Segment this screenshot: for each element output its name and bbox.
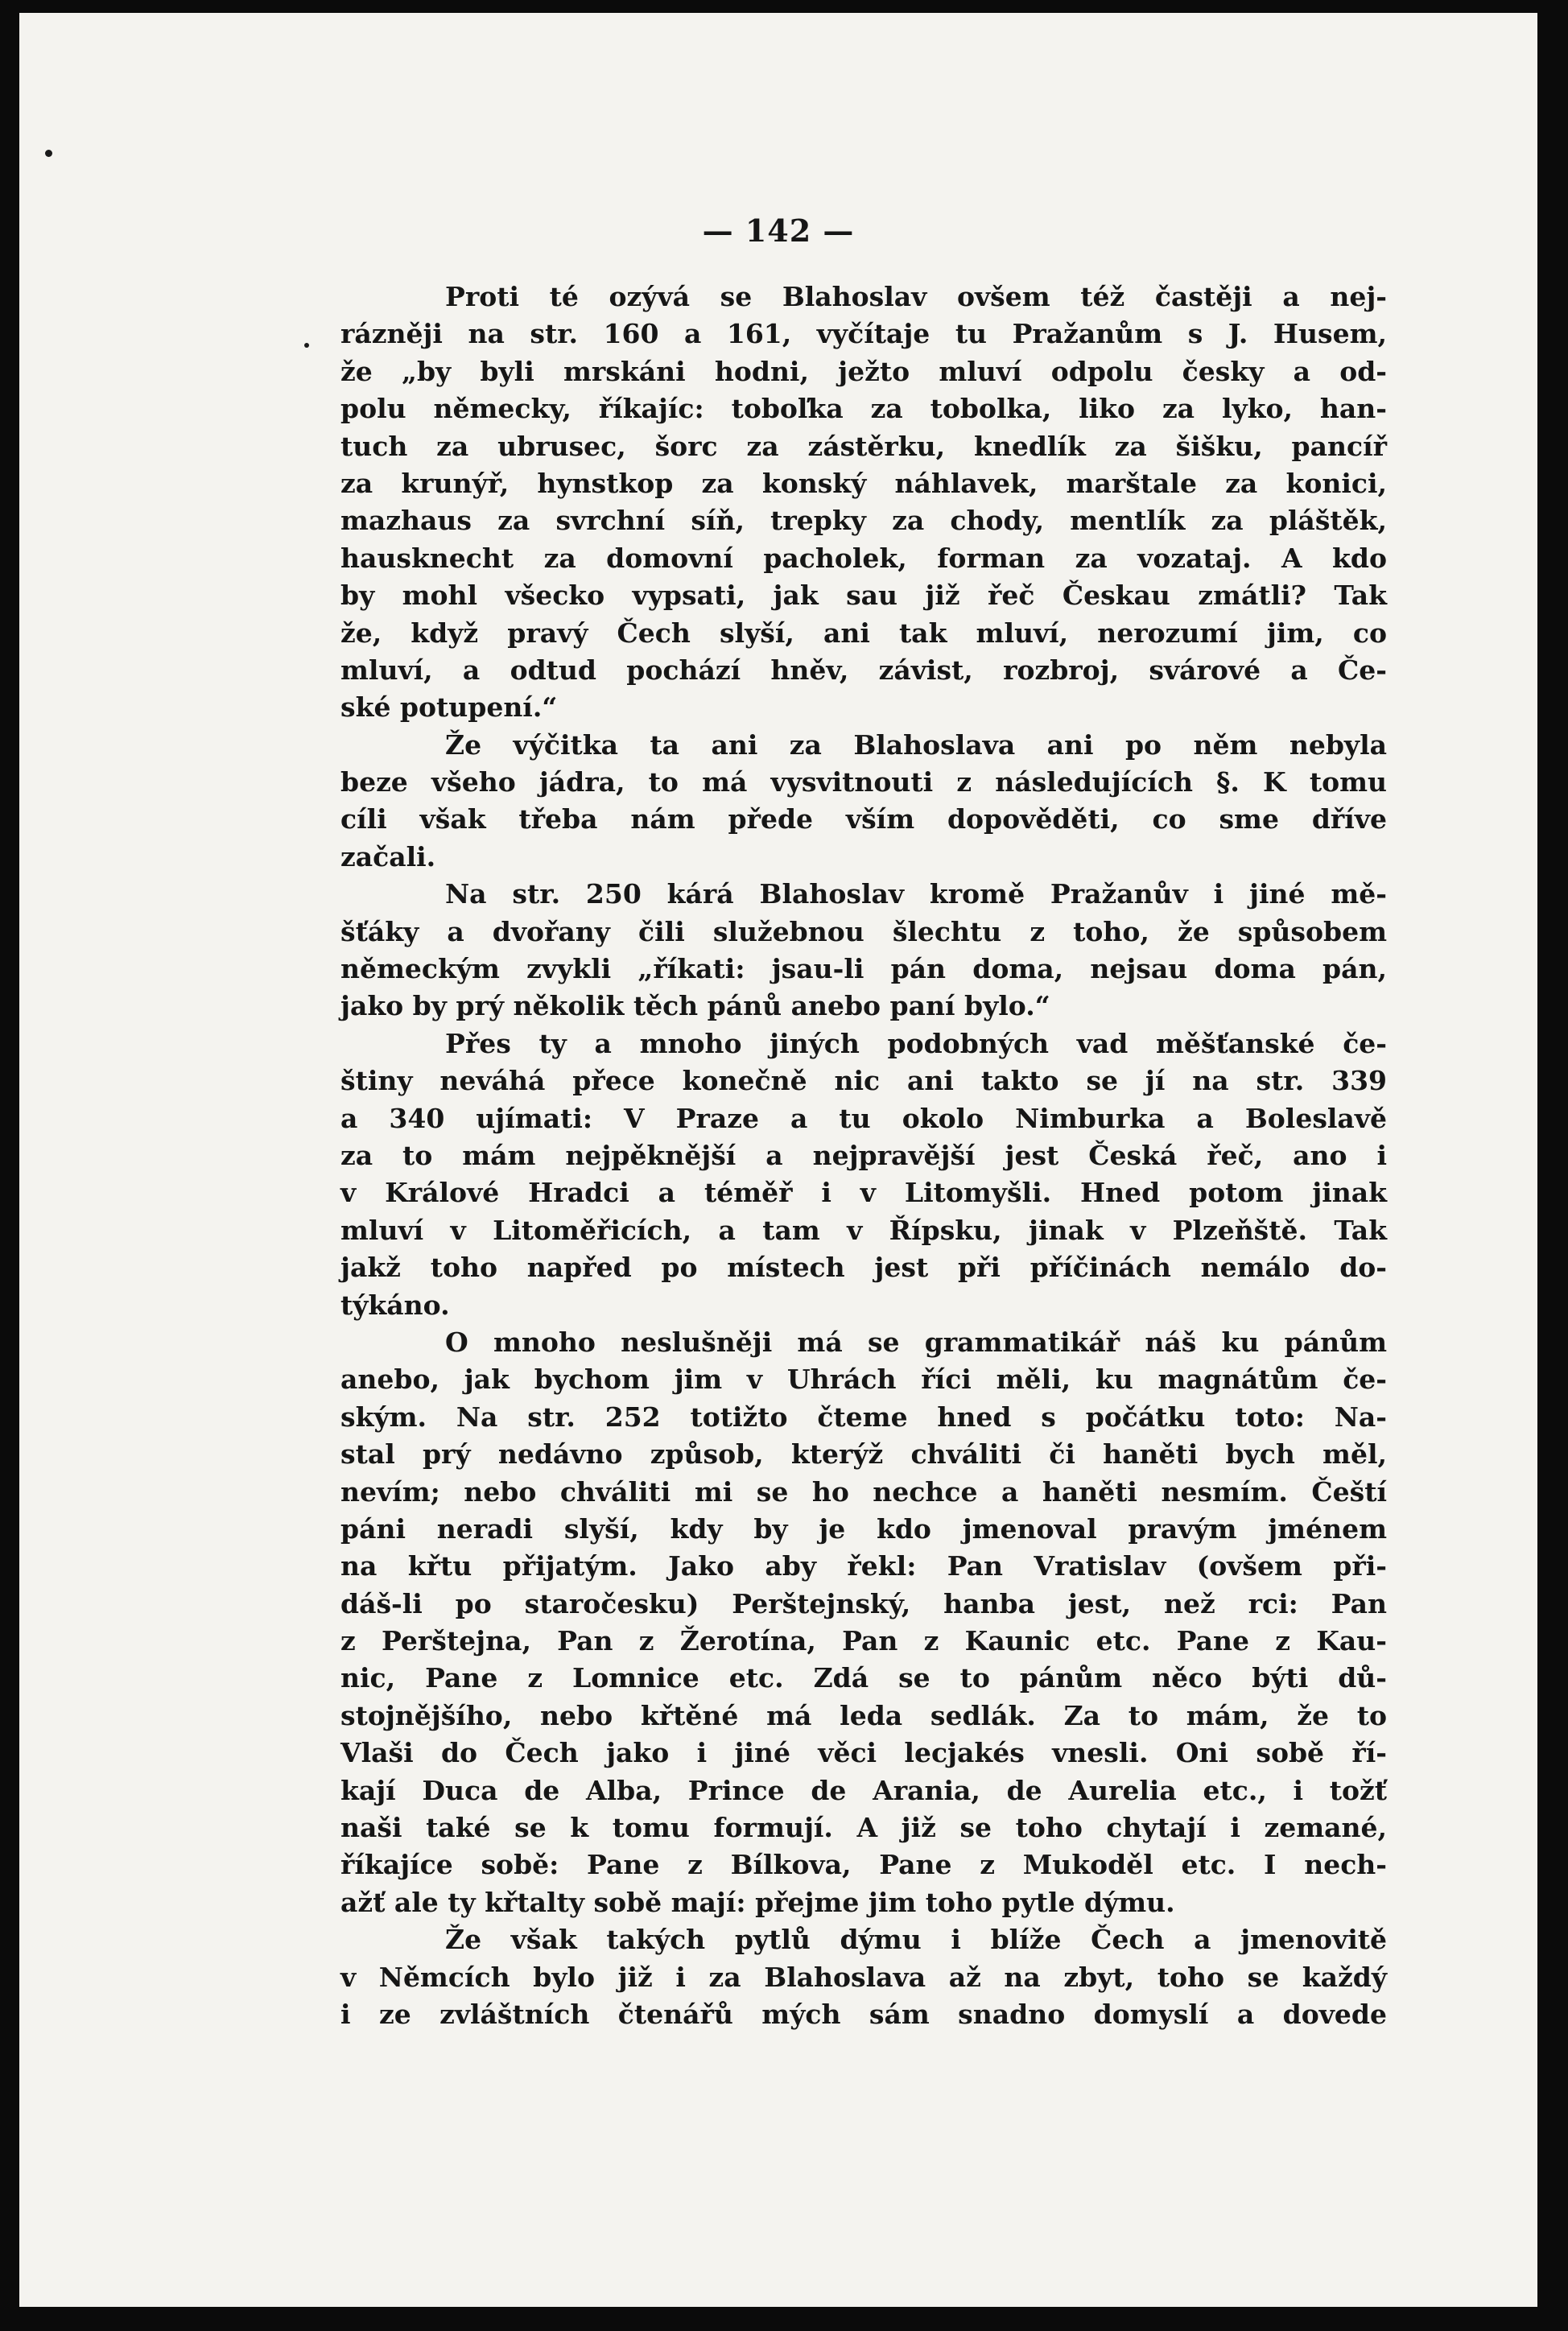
text-line: za krunýř, hynstkop za konský náhlavek, marštale za konici, bbox=[340, 467, 1387, 499]
text-line: jakž toho napřed po místech jest při příčinách nemálo do- bbox=[340, 1252, 1387, 1284]
text-line: Že výčitka ta ani za Blahoslava ani po něm nebyla bbox=[445, 728, 1387, 761]
text-line: za to mám nejpěknější a nejpravější jest Česká řeč, ano i bbox=[340, 1139, 1387, 1171]
text-line: polu německy, říkajíc: toboľka za tobolka, liko za lyko, han- bbox=[340, 393, 1387, 425]
text-line: Vlaši do Čech jako i jiné věci lecjakés vnesli. Oni sobě ří- bbox=[340, 1737, 1387, 1769]
text-line: by mohl všecko vypsati, jak sau již řeč Českau zmátli? Tak bbox=[340, 580, 1387, 612]
text-line: v Králové Hradci a téměř i v Litomyšli. Hned potom jinak bbox=[340, 1177, 1387, 1209]
text-line: rázněji na str. 160 a 161, vyčítaje tu Pražanům s J. Husem, bbox=[340, 318, 1387, 350]
text-line: beze všeho jádra, to má vysvitnouti z následujících §. K tomu bbox=[340, 766, 1387, 798]
text-line: říkajíce sobě: Pane z Bílkova, Pane z Mukoděl etc. I nech- bbox=[340, 1849, 1387, 1881]
text-line: německým zvykli „říkati: jsau-li pán doma, nejsau doma pán, bbox=[340, 953, 1387, 985]
text-line: a 340 ujímati: V Praze a tu okolo Nimburka a Boleslavě bbox=[340, 1102, 1387, 1134]
text-line: z Perštejna, Pan z Žerotína, Pan z Kaunic etc. Pane z Kau- bbox=[340, 1625, 1387, 1657]
text-line: Že však takých pytlů dýmu i blíže Čech a jmenovitě bbox=[445, 1924, 1387, 1956]
text-line: začali. bbox=[340, 840, 436, 873]
page-number: — 142 — bbox=[702, 212, 855, 249]
text-line: mluví, a odtud pochází hněv, závist, rozbroj, svárové a Če- bbox=[340, 654, 1387, 686]
text-line: anebo, jak bychom jim v Uhrách říci měli, ku magnátům če- bbox=[340, 1364, 1387, 1396]
text-line: štiny neváhá přece konečně nic ani takto se jí na str. 339 bbox=[340, 1065, 1387, 1097]
text-line: naši také se k tomu formují. A již se toho chytají i zemané, bbox=[340, 1812, 1387, 1844]
text-line: týkáno. bbox=[340, 1289, 450, 1321]
text-line: tuch za ubrusec, šorc za zástěrku, knedlík za šišku, pancíř bbox=[340, 430, 1387, 462]
text-line: že, když pravý Čech slyší, ani tak mluví, nerozumí jim, co bbox=[340, 617, 1387, 649]
text-line: nevím; nebo chváliti mi se ho nechce a haněti nesmím. Čeští bbox=[340, 1475, 1387, 1508]
ink-speck bbox=[304, 343, 309, 348]
text-line: že „by byli mrskáni hodni, ježto mluví odpolu česky a od- bbox=[340, 355, 1387, 387]
text-line: Přes ty a mnoho jiných podobných vad měšťanské če- bbox=[445, 1027, 1387, 1059]
text-line: mluví v Litoměřicích, a tam v Řípsku, jinak v Plzeňště. Tak bbox=[340, 1214, 1387, 1246]
text-line: stojnějšího, nebo křtěné má leda sedlák. Za to mám, že to bbox=[340, 1699, 1387, 1731]
text-line: ské potupení.“ bbox=[340, 691, 558, 724]
text-line: kají Duca de Alba, Prince de Arania, de Aurelia etc., i tožť bbox=[340, 1774, 1387, 1806]
body-text bbox=[340, 278, 1387, 2033]
text-line: Na str. 250 kárá Blahoslav kromě Pražanův i jiné mě- bbox=[445, 878, 1387, 910]
text-line: i ze zvláštních čtenářů mých sám snadno domyslí a dovede bbox=[340, 1998, 1387, 2030]
ink-speck bbox=[45, 150, 52, 157]
text-line: mazhaus za svrchní síň, trepky za chody, mentlík za pláštěk, bbox=[340, 505, 1387, 537]
text-line: na křtu přijatým. Jako aby řekl: Pan Vratislav (ovšem při- bbox=[340, 1550, 1387, 1582]
text-line: ažť ale ty křtalty sobě mají: přejme jim toho pytle dýmu. bbox=[340, 1886, 1175, 1918]
text-line: O mnoho neslušněji má se grammatikář náš ku pánům bbox=[445, 1326, 1387, 1358]
text-line: dáš-li po staročesku) Perštejnský, hanba jest, než rci: Pan bbox=[340, 1587, 1387, 1619]
text-line: nic, Pane z Lomnice etc. Zdá se to pánům něco býti dů- bbox=[340, 1662, 1387, 1694]
text-line: ským. Na str. 252 totižto čteme hned s počátku toto: Na- bbox=[340, 1401, 1387, 1433]
text-line: páni neradi slyší, kdy by je kdo jmenoval pravým jménem bbox=[340, 1512, 1387, 1545]
text-line: cíli však třeba nám přede vším dopověděti, co sme dříve bbox=[340, 803, 1387, 835]
text-line: Proti té ozývá se Blahoslav ovšem též častěji a nej- bbox=[445, 281, 1387, 312]
text-line: v Němcích bylo již i za Blahoslava až na zbyt, toho se každý bbox=[340, 1961, 1387, 1993]
book-page bbox=[19, 13, 1537, 2307]
text-line: stal prý nedávno způsob, kterýž chváliti či haněti bych měl, bbox=[340, 1438, 1387, 1471]
text-line: šťáky a dvořany čili služebnou šlechtu z toho, že spůsobem bbox=[340, 915, 1387, 947]
text-line: jako by prý několik těch pánů anebo paní bylo.“ bbox=[340, 990, 1050, 1022]
text-line: hausknecht za domovní pacholek, forman za vozataj. A kdo bbox=[340, 542, 1387, 574]
